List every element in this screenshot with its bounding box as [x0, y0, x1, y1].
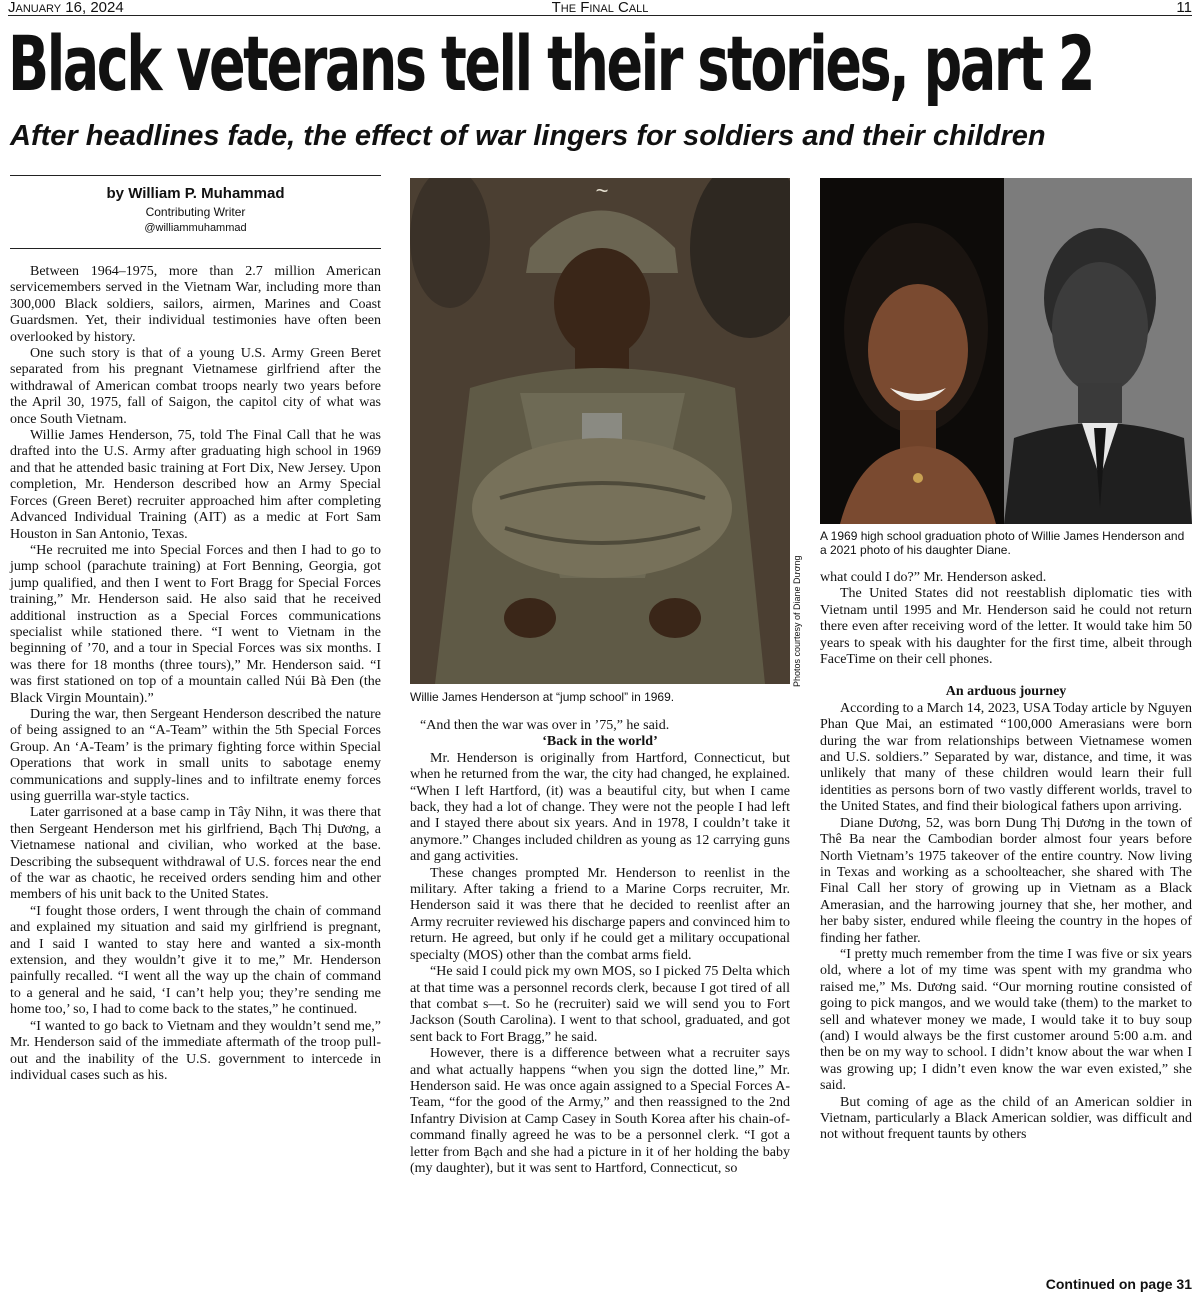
section-subhead: ‘Back in the world’: [542, 734, 658, 750]
article-paragraph: These changes prompted Mr. Henderson to reenlist in the military. After taking a friend to a Marine Corps recruiter, Mr. Henderson said it was there that he decided to reenlist after an Army recruiter reviewed his discharge papers and convinced him to return. He agreed, but only if he could get a military occupational specialty (MOS) other than the combat arms field.: [410, 865, 790, 963]
article-paragraph: According to a March 14, 2023, USA Today article by Nguyen Phan Que Mai, an estimated “100,000 Amerasians were born during the war from relationships between Vietnamese women and U.S. soldiers.” Separated by war, distance, and time, it was unlikely that many of these children would learn their full identities as persons born of two vastly different worlds, travel to the United States, and find their biological fathers upon arriving.: [820, 700, 1192, 815]
publication-name: The Final Call: [551, 0, 649, 16]
henderson-graduation-illustration: [1004, 178, 1192, 524]
issue-date: January 16, 2024: [8, 0, 124, 16]
jump-school-photo: [410, 178, 790, 684]
article-paragraph: what could I do?” Mr. Henderson asked.: [820, 570, 1047, 585]
article-paragraph: Diane Dương, 52, was born Dung Thị Dương in the town of Thê Ba near the Cambodian border almost four years before North Vietnam’s 1975 takeover of the entire country. Now living in Texas and working as a schoolteacher, she shared with The Final Call her story of growing up in Vietnam as a Black Amerasian, and the harrowing journey that she, her mother, and her baby sister, endured while fleeing the country in the hopes of finding her father.: [820, 815, 1192, 946]
article-paragraph: “I fought those orders, I went through the chain of command and explained my situation and said my girlfriend is pregnant, and I said I wanted to stay here and wanted a six-month extension, and they wouldn’t give it to me,” Mr. Henderson painfully recalled. “I went all the way up the chain of command to a general and he said, ‘I can’t help you; they’re sending me home too,’ so, I had to come back to the states,” he continued.: [10, 903, 381, 1018]
article-paragraph: Willie James Henderson, 75, told The Final Call that he was drafted into the U.S. Army after graduating high school in 1969 and that he attended basic training at Fort Dix, New Jersey. Upon completion, Mr. Henderson described how an Army Special Forces (Green Beret) recruiter approached him after completing Advanced Individual Training (AIT) as a medic at Fort Sam Houston in San Antonio, Texas.: [10, 428, 381, 542]
jump-school-photo-caption: Willie James Henderson at “jump school” in 1969.: [410, 690, 675, 704]
article-paragraph: Mr. Henderson is originally from Hartford, Connecticut, but when he returned from the war, the city had changed, he explained. “When I left Hartford, (it) was a beautiful city, but when I came back, they had a lot of change. They were not the people I had left and I stayed there about six years. And in 1978, I couldn’t take it anymore.” Changes included children as young as 12 carrying guns and gang activities.: [410, 750, 790, 865]
henderson-graduation-photo: [1004, 178, 1192, 524]
article-paragraph: “And then the war was over in ’75,” he said.: [420, 718, 670, 733]
article-column-2: [410, 718, 790, 1177]
section-subhead: An arduous journey: [945, 684, 1067, 700]
deck-subheadline: After headlines fade, the effect of war lingers for soldiers and their children: [10, 120, 1046, 152]
diane-portrait-illustration: [820, 178, 1004, 524]
headline: Black veterans tell their stories, part 2: [8, 19, 1093, 108]
article-paragraph: “He said I could pick my own MOS, so I picked 75 Delta which at that time was a personnel records clerk, because I got tired of all that combat s—t. So he (recruiter) said we will send you to Fort Jackson (South Carolina). I went to that school, graduated, and got sent back to Fort Bragg,” he said.: [410, 964, 790, 1045]
portraits-photo-caption: A 1969 high school graduation photo of Willie James Henderson and a 2021 photo of his daughter Diane.: [820, 529, 1185, 557]
svg-text:~: ~: [595, 178, 609, 203]
byline: [10, 175, 381, 249]
page-folio: [8, 0, 1192, 16]
article-paragraph: “I wanted to go back to Vietnam and they wouldn’t send me,” Mr. Henderson said of the immediate aftermath of the troop pull-out and the inability of the U.S. government to intercede in individual cases such as his.: [10, 1018, 381, 1083]
article-paragraph: “I pretty much remember from the time I was five or six years old, where a lot of my time was spent with my grandma who raised me,” Ms. Dương said. “Our morning routine consisted of going to pick mangos, and we would take (them) to the market to sell and whatever money we made, I would take it to buy soup (and) I would always be the first customer around 5:00 a.m. and then be on my way to school. I didn’t know about the war when I was growing up; I didn’t even know the war even existed,” she said.: [820, 946, 1192, 1094]
article-column-3: [820, 570, 1192, 1144]
article-paragraph: “He recruited me into Special Forces and then I had to go to jump school (parachute training) at Fort Benning, Georgia, got jump qualified, and then I went to Fort Bragg for Special Forces training,” Mr. Henderson said. He also said that he received additional instruction as a Special Forces communications specialist while stationed there. “I went to Vietnam in the beginning of ’70, and a tour in Special Forces was six months. I was there for 18 months (three tours),” Mr. Henderson said. “I was first stationed on top of a mountain called Núi Bà Đen (the Black Virgin Mountain).”: [10, 542, 381, 706]
article-column-1: [10, 264, 381, 1084]
byline-role: Contributing Writer: [145, 205, 246, 219]
byline-author: by William P. Muhammad: [106, 185, 285, 202]
diane-portrait-photo: [820, 178, 1004, 524]
article-paragraph: The United States did not reestablish diplomatic ties with Vietnam until 1995 and Mr. Henderson said he could not return there even after receiving word of the letter. It would take him 50 years to speak with his daughter for the first time, albeit through FaceTime on their cell phones.: [820, 586, 1192, 668]
article-paragraph: Between 1964–1975, more than 2.7 million American servicemembers served in the Vietnam War, including more than 300,000 Black soldiers, sailors, airmen, Marines and Coast Guardsmen. Yet, their individual testimonies have often been overlooked by history.: [10, 264, 381, 345]
jump-school-photo-illustration: [410, 178, 790, 684]
page-number: 11: [1176, 0, 1192, 16]
article-paragraph: Later garrisoned at a base camp in Tây Nihn, it was there that then Sergeant Henderson met his girlfriend, Bạch Thị Dương, a Vietnamese national and civilian, who worked at the base. Describing the subsequent withdrawal of U.S. forces near the end of the war as chaotic, he received orders sending him and other members of his unit back to the United States.: [10, 805, 381, 903]
article-paragraph: But coming of age as the child of an American soldier in Vietnam, particularly a Black American soldier, was difficult and not without frequent taunts by others: [820, 1094, 1192, 1143]
article-paragraph: During the war, then Sergeant Henderson described the nature of being assigned to an “A-Team” within the 5th Special Forces Group. An ‘A-Team’ is the primary fighting force within Special Operations that work in small units to sabotage enemy communications and supply-lines and to infiltrate enemy forces using guerrilla war-style tactics.: [10, 706, 381, 804]
article-paragraph: One such story is that of a young U.S. Army Green Beret separated from his pregnant Vietnamese girlfriend after the withdrawal of American combat troops nearly two years before the April 30, 1975, fall of Saigon, the capitol city of what was once South Vietnam.: [10, 346, 381, 427]
byline-handle: @williammuhammad: [144, 222, 247, 234]
continued-jump-line: Continued on page 31: [1045, 1276, 1192, 1292]
article-paragraph: However, there is a difference between what a recruiter says and what actually happens “when you sign the dotted line,” Mr. Henderson said. He was once again assigned to a Special Forces A-Team, “for the good of the Army,” and then reassigned to the 2nd Infantry Division at Camp Casey in South Korea after his chain-of-command finally agreed he was to be a personnel clerk. “I got a letter from Bạch and she had a picture in it of her holding the baby (my daughter), but it was sent to Hartford, Connecticut, so: [410, 1046, 790, 1176]
